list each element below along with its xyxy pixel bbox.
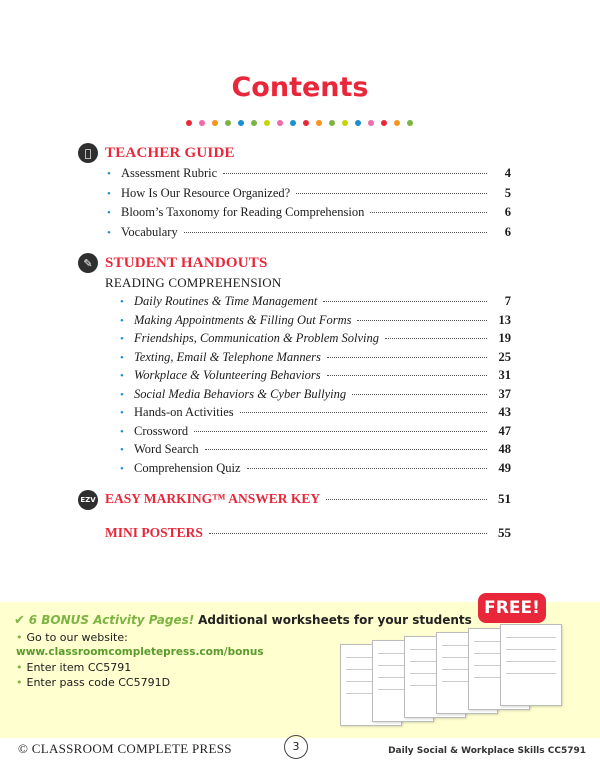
toc-entry-page: 7: [504, 294, 511, 308]
toc-entry-page: 31: [498, 368, 511, 382]
bullet-icon: •: [120, 425, 124, 438]
toc-entry-label: Vocabulary: [121, 224, 178, 239]
bullet-icon: •: [120, 296, 124, 308]
bullet-icon: •: [120, 388, 124, 401]
free-badge: FREE!: [478, 593, 546, 623]
decorative-dot: [407, 120, 413, 126]
toc-row[interactable]: [120, 461, 511, 477]
page-number: 3: [284, 735, 308, 759]
toc-entry-label: Texting, Email & Telephone Manners: [134, 349, 321, 364]
bullet-icon: •: [120, 333, 124, 345]
decorative-dot: [381, 120, 387, 126]
dot-leader: [223, 173, 487, 174]
worksheet-thumbnail: [500, 624, 562, 706]
decorative-dot: [394, 120, 400, 126]
decorative-dot: [277, 120, 283, 126]
dot-leader: [323, 301, 487, 302]
toc-entry-page: 5: [504, 185, 511, 200]
toc-entry-label: Friendships, Communication & Problem Solving: [134, 331, 380, 345]
toc-entry-label: How Is Our Resource Organized?: [121, 185, 291, 200]
toc-entry-label: Assessment Rubric: [121, 166, 218, 180]
bonus-subtitle: Additional worksheets for your students: [198, 613, 472, 627]
toc-entry-label: Comprehension Quiz: [134, 460, 241, 475]
toc-entry-label: Crossword: [134, 423, 189, 438]
decorative-dot: [186, 120, 192, 126]
toc-row[interactable]: [120, 405, 511, 421]
toc-row[interactable]: [120, 442, 511, 458]
dot-leader: [240, 412, 487, 413]
bullet-icon: •: [120, 370, 124, 382]
mini-posters-row[interactable]: [105, 525, 511, 543]
toc-entry-label: Hands-on Activities: [134, 405, 234, 419]
decorative-dot: [264, 120, 270, 126]
toc-row[interactable]: [120, 350, 511, 366]
decorative-dot: [199, 120, 205, 126]
bullet-icon: •: [120, 444, 124, 456]
decorative-dot: [368, 120, 374, 126]
toc-row[interactable]: [120, 424, 511, 440]
reading-comprehension-subhead: READING COMPREHENSION: [105, 275, 282, 290]
answer-key-label: EASY MARKING™ ANSWER KEY: [105, 491, 321, 506]
toc-row[interactable]: [107, 186, 511, 202]
bonus-line-2: Enter item CC5791: [26, 661, 132, 674]
toc-entry-page: 25: [498, 349, 511, 364]
bullet-icon: •: [120, 314, 124, 327]
toc-row[interactable]: [120, 387, 511, 403]
toc-row[interactable]: [107, 166, 511, 182]
toc-entry-page: 43: [498, 405, 511, 419]
bullet-icon: •: [120, 351, 124, 364]
toc-entry-page: 19: [498, 331, 511, 345]
dot-leader: [209, 533, 487, 534]
bullet-icon: •: [120, 462, 124, 475]
toc-entry-label: Social Media Behaviors & Cyber Bullying: [134, 386, 347, 401]
decorative-dot: [342, 120, 348, 126]
toc-entry-label: Making Appointments & Filling Out Forms: [134, 312, 352, 327]
mini-posters-label: MINI POSTERS: [105, 525, 203, 540]
bonus-instructions: [16, 630, 264, 690]
dot-leader: [385, 338, 487, 339]
check-icon: ✔: [14, 613, 25, 628]
answer-key-row[interactable]: [105, 491, 511, 509]
decorative-dot: [303, 120, 309, 126]
toc-entry-page: 37: [498, 386, 511, 401]
page-title: Contents: [231, 72, 369, 103]
decorative-dot: [212, 120, 218, 126]
toc-entry-label: Word Search: [134, 442, 199, 456]
dot-leader: [327, 357, 487, 358]
dot-leader: [370, 212, 487, 213]
toc-entry-page: 47: [498, 423, 511, 438]
toc-row[interactable]: [120, 368, 511, 384]
decorative-dot: [251, 120, 257, 126]
toc-entry-page: 6: [504, 205, 511, 219]
decorative-dot: [316, 120, 322, 126]
toc-row[interactable]: [107, 205, 511, 221]
decorative-dot-row: [186, 120, 420, 126]
dot-leader: [247, 468, 487, 469]
decorative-dot: [355, 120, 361, 126]
dot-leader: [326, 499, 487, 500]
decorative-dot: [290, 120, 296, 126]
dot-leader: [205, 449, 487, 450]
answer-key-page: 51: [498, 491, 511, 506]
toc-row[interactable]: [120, 294, 511, 310]
toc-row[interactable]: [120, 313, 511, 329]
toc-entry-label: Daily Routines & Time Management: [134, 294, 318, 308]
toc-entry-label: Workplace & Volunteering Behaviors: [134, 368, 321, 382]
bullet-icon: •: [107, 207, 111, 219]
teacher-guide-heading: TEACHER GUIDE: [105, 145, 235, 161]
apple-icon: [78, 143, 98, 163]
ezv-icon: EZV: [78, 490, 98, 510]
bullet-icon: •: [107, 226, 111, 239]
decorative-dot: [329, 120, 335, 126]
toc-entry-label: Bloom’s Taxonomy for Reading Comprehension: [121, 205, 365, 219]
dot-leader: [352, 394, 487, 395]
bonus-line-3: Enter pass code CC5791D: [26, 676, 171, 689]
bonus-heading: [14, 613, 472, 628]
bonus-line-1: Go to our website:: [26, 631, 128, 644]
bullet-icon: •: [16, 676, 23, 689]
dot-leader: [327, 375, 487, 376]
dot-leader: [194, 431, 487, 432]
mini-posters-page: 55: [498, 525, 511, 540]
publisher-logo: © CLASSROOM COMPLETE PRESS: [18, 741, 232, 756]
bullet-icon: •: [120, 407, 124, 419]
bullet-icon: •: [16, 631, 23, 644]
bonus-highlight: 6 BONUS Activity Pages!: [28, 613, 195, 627]
pencil-icon: ✎: [78, 253, 98, 273]
decorative-dot: [238, 120, 244, 126]
bullet-icon: •: [107, 187, 111, 200]
toc-entry-page: 13: [498, 312, 511, 327]
toc-row[interactable]: [120, 331, 511, 347]
toc-row[interactable]: [107, 225, 511, 241]
dot-leader: [296, 193, 487, 194]
dot-leader: [184, 232, 487, 233]
toc-entry-page: 4: [504, 166, 511, 180]
toc-entry-page: 6: [504, 224, 511, 239]
bullet-icon: •: [107, 168, 111, 180]
bullet-icon: •: [16, 661, 23, 674]
decorative-dot: [225, 120, 231, 126]
student-handouts-heading: STUDENT HANDOUTS: [105, 255, 268, 271]
bonus-url-link[interactable]: www.classroomcompletepress.com/bonus: [16, 646, 264, 658]
toc-entry-page: 49: [498, 460, 511, 475]
toc-entry-page: 48: [498, 442, 511, 456]
product-code: Daily Social & Workplace Skills CC5791: [388, 746, 586, 756]
dot-leader: [357, 320, 487, 321]
